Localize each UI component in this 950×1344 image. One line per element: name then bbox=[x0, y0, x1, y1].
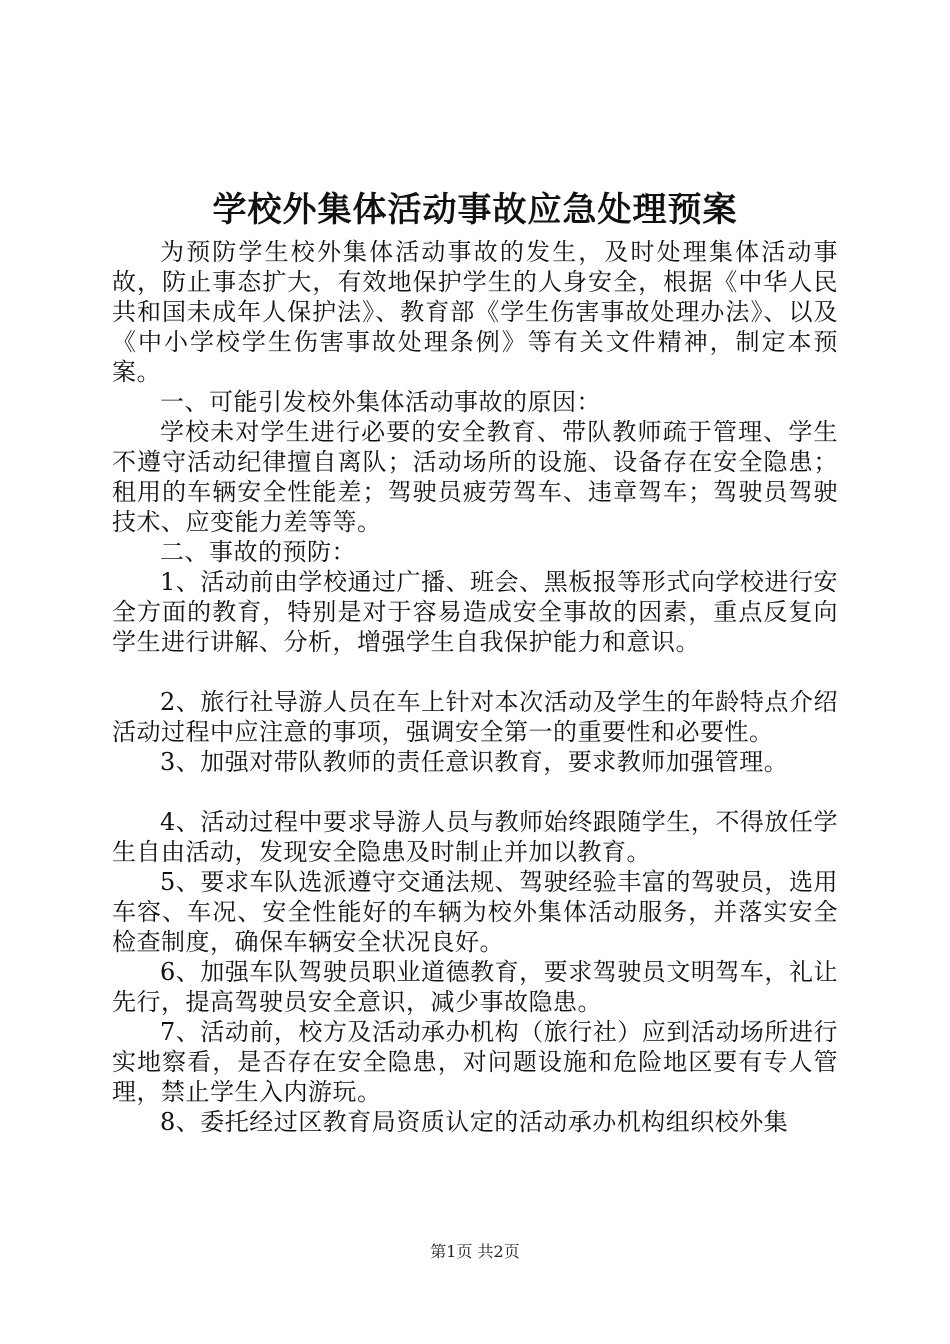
paragraph-intro: 为预防学生校外集体活动事故的发生，及时处理集体活动事故，防止事态扩大，有效地保护学生的人身安全，根据《中华人民共和国未成年人保护法》、教育部《学生伤害事故处理办法》、以及《中小学校学生伤害事故处理条例》等有关文件精神，制定本预案。 bbox=[112, 238, 838, 386]
list-item-1: 1、活动前由学校通过广播、班会、黑板报等形式向学校进行安全方面的教育，特别是对于容易造成安全事故的因素，重点反复向学生进行讲解、分析，增强学生自我保护能力和意识。 bbox=[112, 568, 838, 656]
paragraph-causes: 学校未对学生进行必要的安全教育、带队教师疏于管理、学生不遵守活动纪律擅自离队；活动场所的设施、设备存在安全隐患；租用的车辆安全性能差；驾驶员疲劳驾车、违章驾车；驾驶员驾驶技术、应变能力差等等。 bbox=[112, 418, 838, 536]
section-heading-prevention: 二、事故的预防： bbox=[160, 538, 356, 566]
blank-line bbox=[112, 657, 838, 687]
list-item-5: 5、要求车队选派遵守交通法规、驾驶经验丰富的驾驶员，选用车容、车况、安全性能好的车辆为校外集体活动服务，并落实安全检查制度，确保车辆安全状况良好。 bbox=[112, 868, 838, 956]
blank-line bbox=[112, 777, 838, 807]
list-item-7: 7、活动前，校方及活动承办机构（旅行社）应到活动场所进行实地察看，是否存在安全隐患，对问题设施和危险地区要有专人管理，禁止学生入内游玩。 bbox=[112, 1018, 838, 1106]
page-footer: 第1页 共2页 bbox=[430, 1242, 520, 1261]
list-item-6: 6、加强车队驾驶员职业道德教育，要求驾驶员文明驾车，礼让先行，提高驾驶员安全意识，减少事故隐患。 bbox=[112, 958, 838, 1016]
list-item-3: 3、加强对带队教师的责任意识教育，要求教师加强管理。 bbox=[160, 748, 789, 776]
section-heading-causes: 一、可能引发校外集体活动事故的原因： bbox=[160, 388, 601, 416]
document-body bbox=[112, 237, 838, 1137]
list-item-2: 2、旅行社导游人员在车上针对本次活动及学生的年龄特点介绍活动过程中应注意的事项，强调安全第一的重要性和必要性。 bbox=[112, 688, 838, 746]
document-title: 学校外集体活动事故应急处理预案 bbox=[212, 190, 738, 230]
list-item-8: 8、委托经过区教育局资质认定的活动承办机构组织校外集 bbox=[160, 1108, 789, 1136]
list-item-4: 4、活动过程中要求导游人员与教师始终跟随学生，不得放任学生自由活动，发现安全隐患及时制止并加以教育。 bbox=[112, 808, 838, 866]
